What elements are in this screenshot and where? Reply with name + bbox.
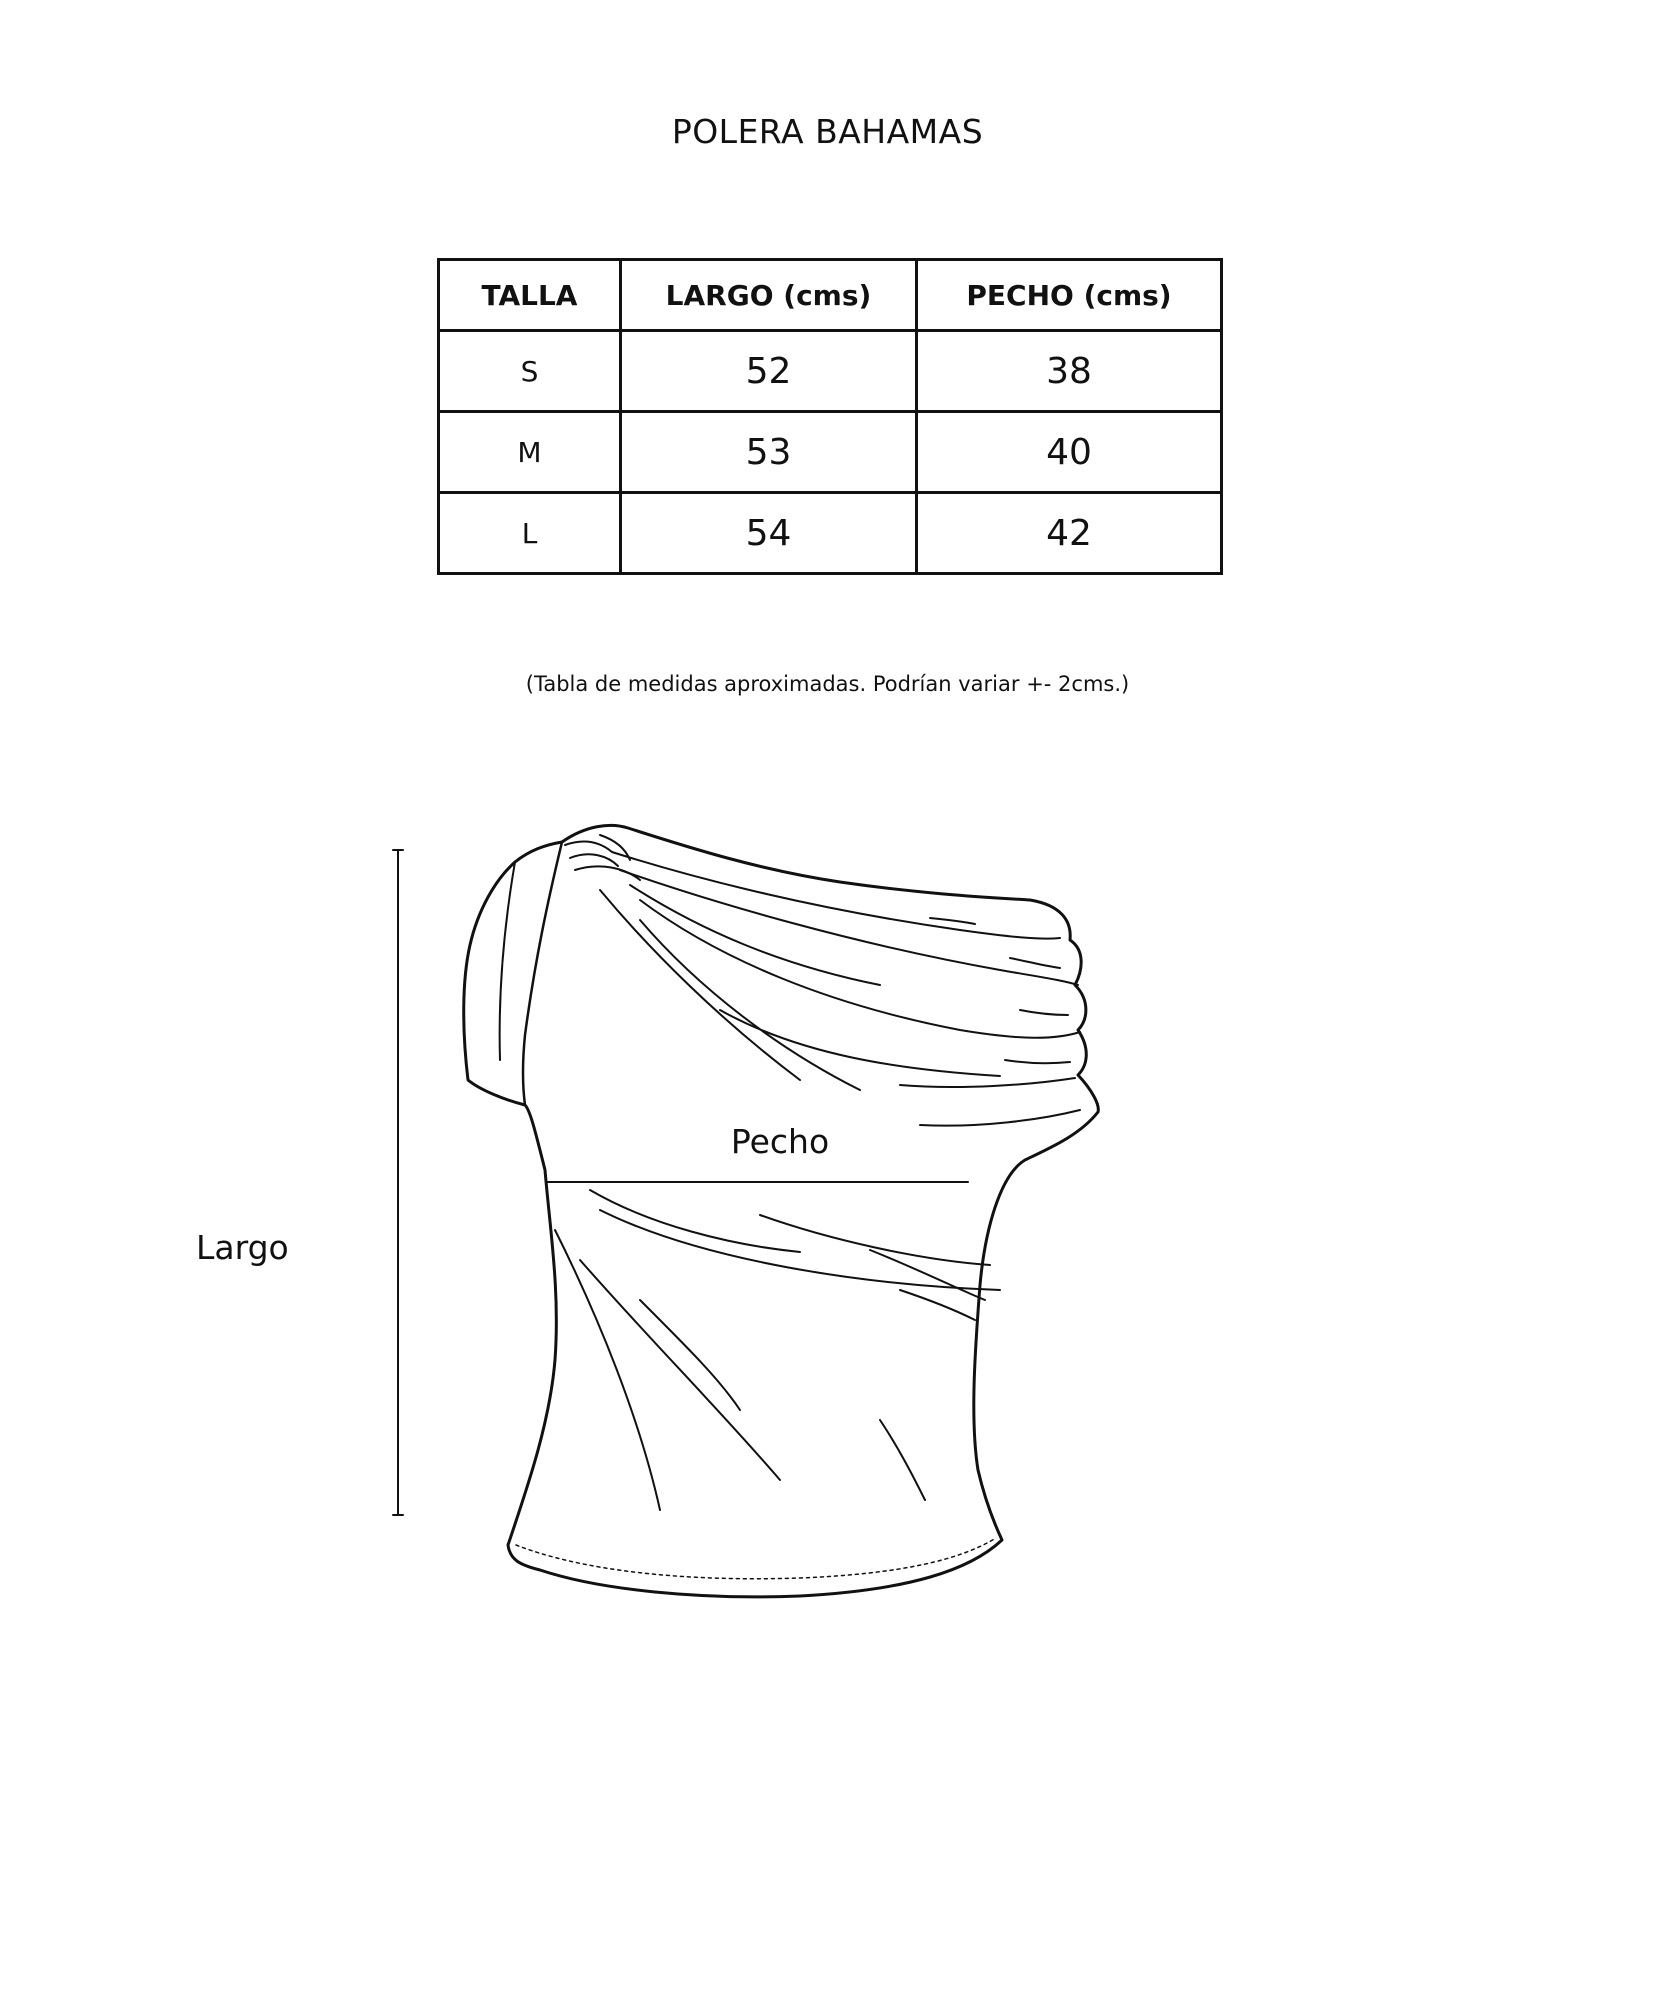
pecho-cell: 42 — [917, 493, 1222, 574]
largo-cell: 53 — [621, 412, 917, 493]
pecho-cell: 38 — [917, 331, 1222, 412]
body-folds — [555, 1190, 1000, 1510]
length-label: Largo — [196, 1228, 289, 1267]
drape-folds — [600, 852, 1080, 1126]
length-measure-line — [393, 850, 403, 1515]
header-talla: TALLA — [439, 260, 621, 331]
header-pecho: PECHO (cms) — [917, 260, 1222, 331]
size-cell: M — [439, 412, 621, 493]
pecho-cell: 40 — [917, 412, 1222, 493]
hem-stitch-line — [516, 1538, 996, 1579]
size-cell: L — [439, 493, 621, 574]
document-title: POLERA BAHAMAS — [671, 112, 984, 151]
sleeve-seam — [523, 842, 562, 1105]
size-cell: S — [439, 331, 621, 412]
header-largo: LARGO (cms) — [621, 260, 917, 331]
measurement-note: (Tabla de medidas aproximadas. Podrían variar +- 2cms.) — [525, 672, 1130, 696]
largo-cell: 54 — [621, 493, 917, 574]
chest-label: Pecho — [730, 1122, 830, 1161]
largo-cell: 52 — [621, 331, 917, 412]
garment-outline — [464, 825, 1099, 1597]
sleeve-inner-fold — [500, 862, 515, 1060]
